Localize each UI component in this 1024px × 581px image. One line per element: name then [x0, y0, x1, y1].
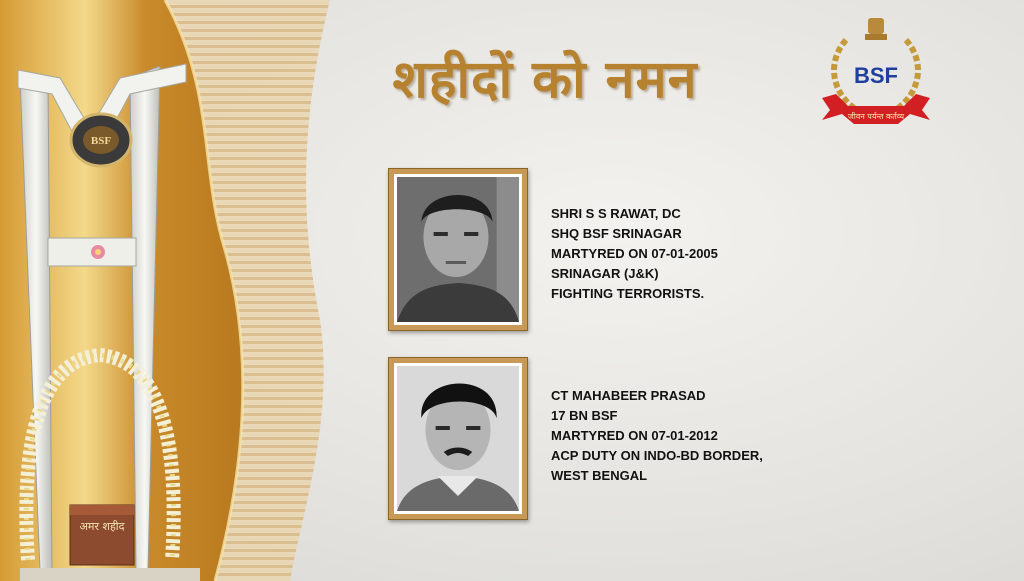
- martyr-1-place: SRINAGAR (J&K): [551, 266, 659, 281]
- logo-text: BSF: [854, 63, 898, 88]
- martyr-1-name: SHRI S S RAWAT, DC: [551, 206, 681, 221]
- martyr-1-date: MARTYRED ON 07-01-2005: [551, 246, 718, 261]
- bsf-logo: [818, 10, 934, 134]
- memorial-emblem-text: BSF: [90, 135, 112, 147]
- martyr-1-duty: FIGHTING TERRORISTS.: [551, 286, 705, 301]
- martyr-caption-1: [551, 204, 718, 304]
- martyr-2-unit: 17 BN BSF: [551, 408, 618, 423]
- martyr-2-duty: ACP DUTY ON INDO-BD BORDER,: [551, 448, 763, 463]
- ashoka-emblem-icon: [865, 18, 887, 40]
- logo-motto: जीवन पर्यन्त कर्तव्य: [847, 112, 905, 121]
- memorial-plaque-text: अमर शहीद: [79, 520, 125, 533]
- page-title: शहीदों को नमन: [392, 49, 698, 110]
- martyr-photo-1: [388, 168, 528, 331]
- martyr-2-date: MARTYRED ON 07-01-2012: [551, 428, 718, 443]
- martyr-caption-2: [551, 386, 763, 486]
- martyr-2-name: CT MAHABEER PRASAD: [551, 388, 706, 403]
- portrait-icon: [397, 177, 519, 322]
- martyr-1-unit: SHQ BSF SRINAGAR: [551, 226, 682, 241]
- memorial-panel: [0, 0, 330, 581]
- martyr-2-place: WEST BENGAL: [551, 468, 648, 483]
- martyr-photo-2: [388, 357, 528, 520]
- portrait-icon: [397, 366, 519, 511]
